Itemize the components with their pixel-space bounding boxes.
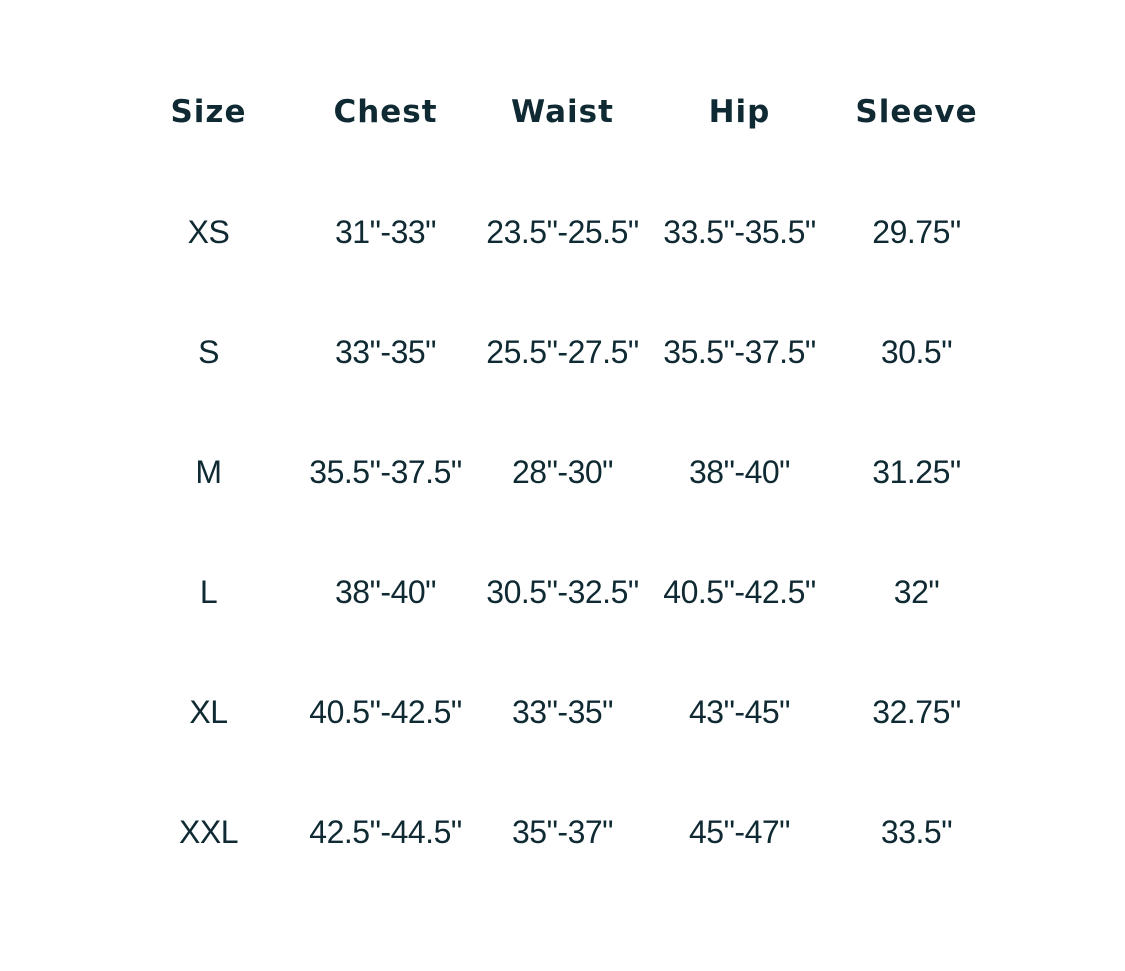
chest-cell: 31"-33" xyxy=(334,213,437,250)
size-cell: M xyxy=(195,453,222,490)
waist-cell: 35"-37" xyxy=(511,813,614,850)
header-row xyxy=(120,52,1005,172)
size-cell: S xyxy=(198,333,219,370)
sleeve-cell: 32" xyxy=(893,573,940,610)
size-cell: XXL xyxy=(179,813,238,850)
size-chart-header xyxy=(120,52,1005,172)
hip-cell: 45"-47" xyxy=(688,813,791,850)
hip-cell: 43"-45" xyxy=(688,693,791,730)
chest-cell: 33"-35" xyxy=(334,333,437,370)
chest-cell: 35.5"-37.5" xyxy=(309,453,462,490)
size-chart-table xyxy=(120,52,1005,892)
waist-cell: 33"-35" xyxy=(511,693,614,730)
size-cell: L xyxy=(199,573,218,610)
size-cell: XL xyxy=(189,693,228,730)
table-row xyxy=(120,412,1005,532)
sleeve-cell: 32.75" xyxy=(872,693,961,730)
waist-cell: 28"-30" xyxy=(511,453,614,490)
table-row xyxy=(120,532,1005,652)
waist-cell: 23.5"-25.5" xyxy=(486,213,639,250)
sleeve-cell: 31.25" xyxy=(872,453,961,490)
header-hip: Hip xyxy=(708,94,771,130)
chest-cell: 42.5"-44.5" xyxy=(309,813,462,850)
hip-cell: 40.5"-42.5" xyxy=(663,573,816,610)
sleeve-cell: 29.75" xyxy=(872,213,961,250)
size-cell: XS xyxy=(187,213,230,250)
waist-cell: 30.5"-32.5" xyxy=(486,573,639,610)
chest-cell: 40.5"-42.5" xyxy=(309,693,462,730)
sleeve-cell: 30.5" xyxy=(880,333,953,370)
table-row xyxy=(120,292,1005,412)
header-chest: Chest xyxy=(333,94,438,130)
hip-cell: 38"-40" xyxy=(688,453,791,490)
hip-cell: 33.5"-35.5" xyxy=(663,213,816,250)
chest-cell: 38"-40" xyxy=(334,573,437,610)
table-row xyxy=(120,652,1005,772)
table-row xyxy=(120,172,1005,292)
size-chart-body xyxy=(120,172,1005,892)
header-waist: Waist xyxy=(511,94,614,130)
header-sleeve: Sleeve xyxy=(855,94,978,130)
waist-cell: 25.5"-27.5" xyxy=(486,333,639,370)
table-row xyxy=(120,772,1005,892)
sleeve-cell: 33.5" xyxy=(880,813,953,850)
header-size: Size xyxy=(170,94,247,130)
hip-cell: 35.5"-37.5" xyxy=(663,333,816,370)
